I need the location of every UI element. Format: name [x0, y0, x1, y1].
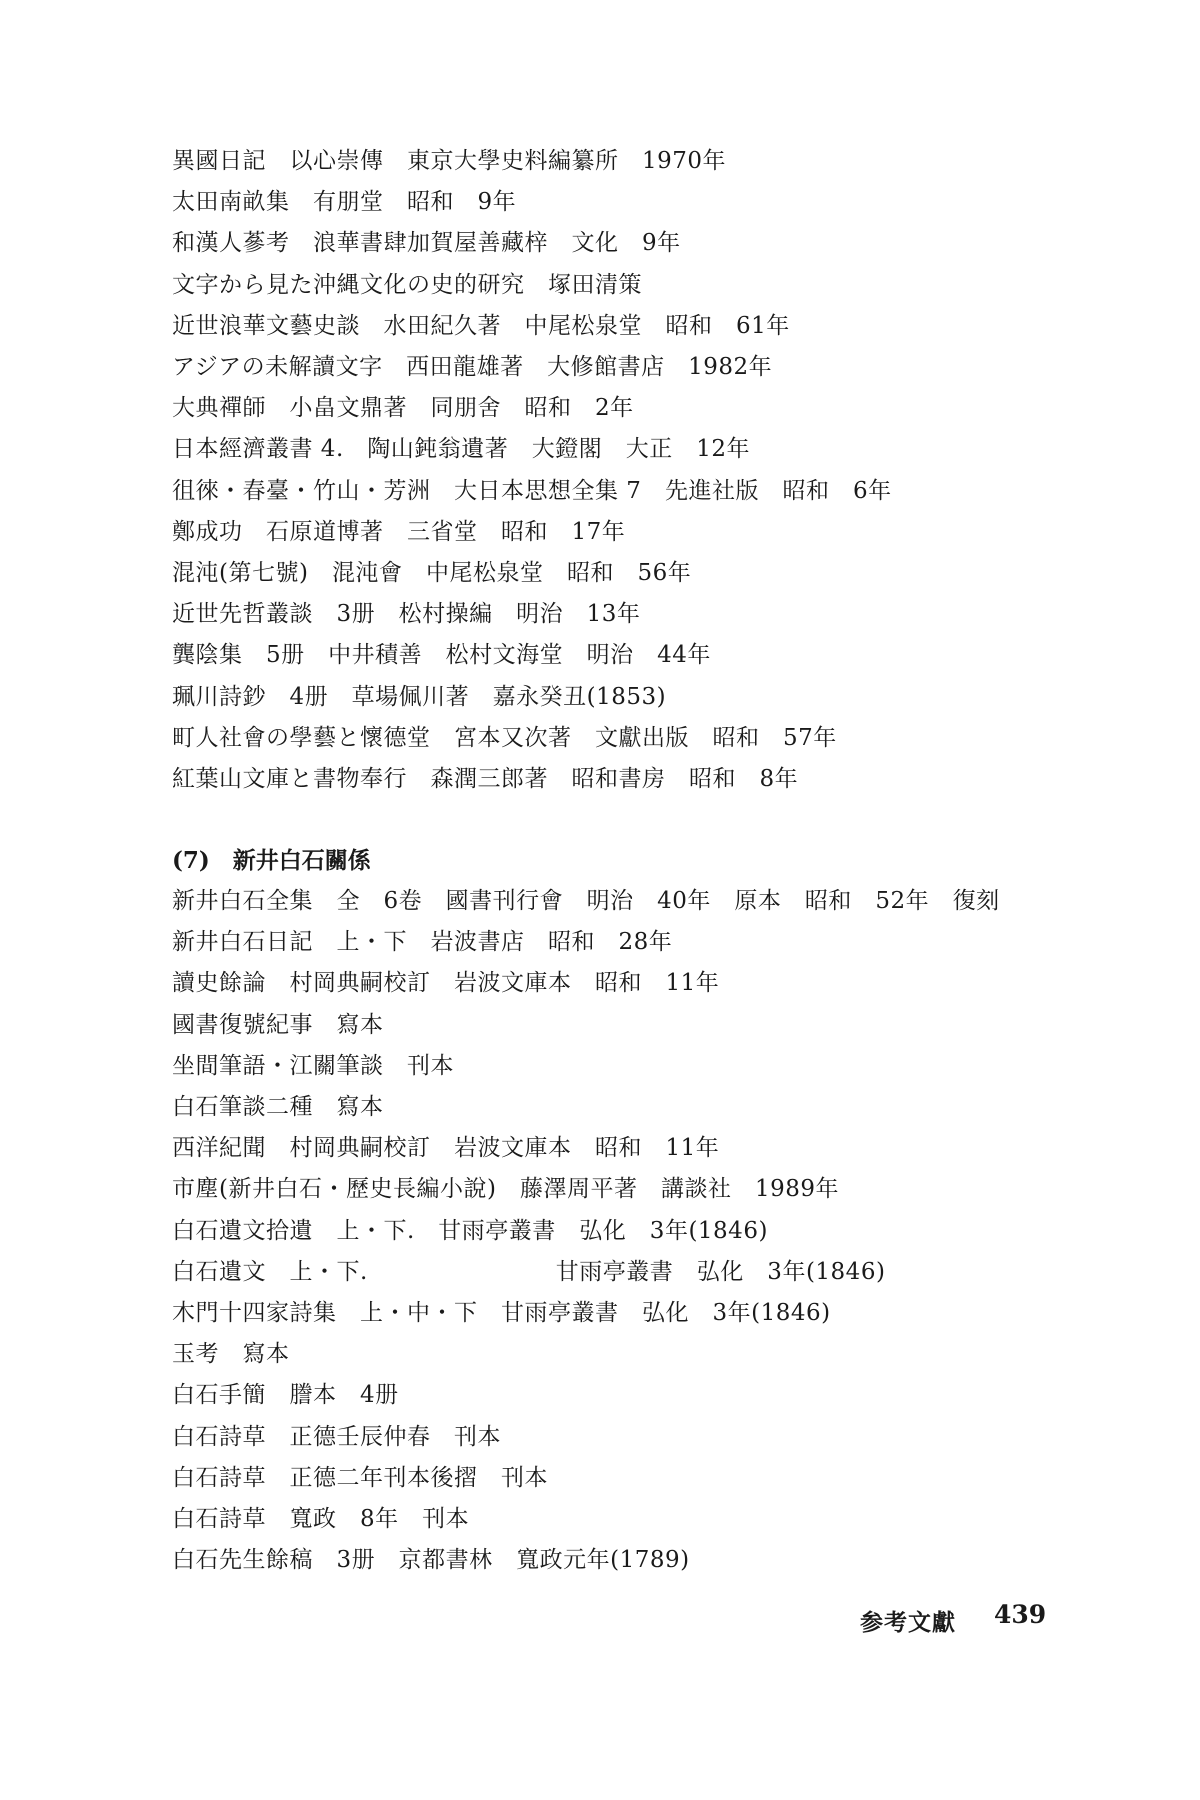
bibliography-entry: 町人社會の學藝と懷德堂 宮本又次著 文獻出版 昭和 57年: [172, 724, 837, 751]
bibliography-entry: 徂徠・春臺・竹山・芳洲 大日本思想全集 7 先進社版 昭和 6年: [172, 477, 892, 504]
bibliography-entry: 白石詩草 正德二年刊本後摺 刊本: [172, 1464, 548, 1491]
bibliography-entry: 讀史餘論 村岡典嗣校訂 岩波文庫本 昭和 11年: [172, 970, 720, 997]
bibliography-entry: アジアの未解讀文字 西田龍雄著 大修館書店 1982年: [172, 354, 773, 381]
bibliography-entry: 日本經濟叢書 4. 陶山鈍翁遺著 大鐙閣 大正 12年: [172, 436, 751, 463]
bibliography-entry: 龔陰集 5册 中井積善 松村文海堂 明治 44年: [172, 642, 711, 669]
bibliography-entry: 國書復號紀事 寫本: [172, 1011, 384, 1038]
bibliography-entry: 白石筆談二種 寫本: [172, 1094, 384, 1121]
bibliography-entry: 白石手簡 謄本 4册: [172, 1382, 399, 1409]
bibliography-entry: 珮川詩鈔 4册 草場佩川著 嘉永癸丑(1853): [172, 683, 667, 710]
page-number: 439: [994, 1600, 1047, 1629]
bibliography-entry: 白石遺文拾遺 上・下. 甘雨亭叢書 弘化 3年(1846): [172, 1217, 768, 1244]
bibliography-entry: 西洋紀聞 村岡典嗣校訂 岩波文庫本 昭和 11年: [172, 1135, 720, 1162]
bibliography-entry: 新井白石日記 上・下 岩波書店 昭和 28年: [172, 929, 673, 956]
section-heading: (7) 新井白石關係: [172, 847, 371, 874]
bibliography-list: [172, 881, 1072, 1581]
running-footer-title: 参考文獻: [860, 1609, 956, 1636]
bibliography-entry: 紅葉山文庫と書物奉行 森潤三郎著 昭和書房 昭和 8年: [172, 766, 799, 793]
bibliography-entry: 大典禪師 小畠文鼎著 同朋舍 昭和 2年: [172, 395, 634, 422]
bibliography-entry: 玉考 寫本: [172, 1341, 290, 1368]
bibliography-entry: 坐間筆語・江關筆談 刊本: [172, 1052, 454, 1079]
bibliography-entry: 白石詩草 寬政 8年 刊本: [172, 1506, 470, 1533]
bibliography-entry: 白石先生餘稿 3册 京都書林 寬政元年(1789): [172, 1547, 690, 1574]
bibliography-entry: 白石詩草 正德壬辰仲春 刊本: [172, 1423, 501, 1450]
bibliography-entry: 混沌(第七號) 混沌會 中尾松泉堂 昭和 56年: [172, 560, 692, 587]
bibliography-entry: 文字から見た沖縄文化の史的研究 塚田清策: [172, 271, 642, 298]
bibliography-list: [172, 141, 1072, 800]
bibliography-entry: 異國日記 以心崇傳 東京大學史料編纂所 1970年: [172, 148, 727, 174]
bibliography-entry: 木門十四家詩集 上・中・下 甘雨亭叢書 弘化 3年(1846): [172, 1300, 831, 1327]
bibliography-entry: 白石遺文 上・下. 甘雨亭叢書 弘化 3年(1846): [172, 1258, 886, 1285]
bibliography-entry: 太田南畝集 有朋堂 昭和 9年: [172, 189, 517, 216]
bibliography-entry: 近世浪華文藝史談 水田紀久著 中尾松泉堂 昭和 61年: [172, 312, 790, 339]
bibliography-entry: 近世先哲叢談 3册 松村操編 明治 13年: [172, 601, 641, 628]
bibliography-entry: 市塵(新井白石・歷史長編小說) 藤澤周平著 講談社 1989年: [172, 1176, 839, 1203]
bibliography-entry: 和漢人蔘考 浪華書肆加賀屋善藏梓 文化 9年: [172, 230, 681, 257]
bibliography-entry: 新井白石全集 全 6卷 國書刊行會 明治 40年 原本 昭和 52年 復刻: [172, 888, 1000, 914]
bibliography-entry: 鄭成功 石原道博著 三省堂 昭和 17年: [172, 518, 626, 545]
